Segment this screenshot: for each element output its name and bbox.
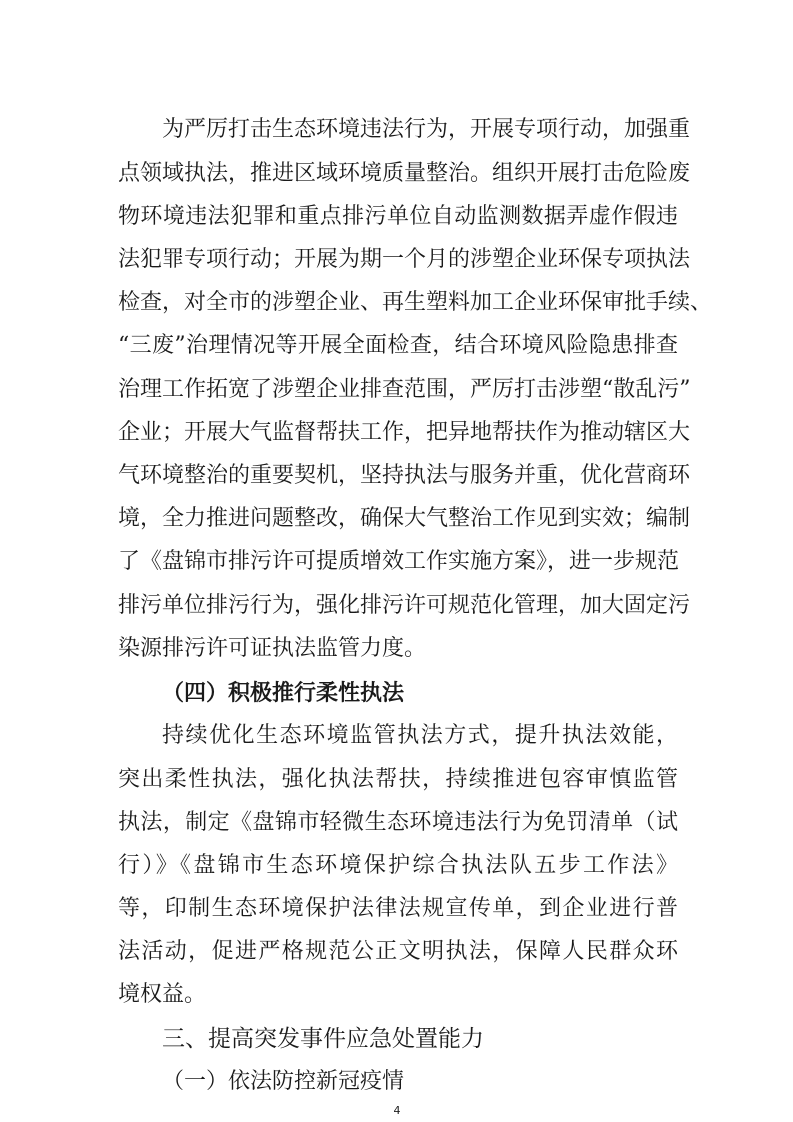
chapter-heading-3: 三、提高突发事件应急处置能力 xyxy=(162,1026,484,1052)
section-heading-3-1: （一）依法防控新冠疫情 xyxy=(162,1069,405,1094)
page-number: 4 xyxy=(393,1104,401,1117)
text-line: 了《盘锦市排污许可提质增效工作实施方案》，进一步规范 xyxy=(118,549,680,574)
text-line: 法犯罪专项行动；开展为期一个月的涉塑企业环保专项执法 xyxy=(118,247,691,272)
text-line: 染源排污许可证执法监管力度。 xyxy=(118,636,427,661)
text-line: 境权益。 xyxy=(118,982,207,1007)
text-line: 境，全力推进问题整改，确保大气整治工作见到实效；编制 xyxy=(118,506,691,531)
text-line: 点领域执法，推进区域环境质量整治。组织开展打击危险废 xyxy=(118,161,691,186)
section-heading-4: （四）积极推行柔性执法 xyxy=(162,680,405,706)
text-line: 法活动，促进严格规范公正文明执法，保障人民群众环 xyxy=(118,939,678,964)
text-line: 治理工作拓宽了涉塑企业排查范围，严厉打击涉塑“散乱污” xyxy=(118,377,691,402)
text-line: 气环境整治的重要契机，坚持执法与服务并重，优化营商环 xyxy=(118,463,691,488)
text-line: 检查，对全市的涉塑企业、再生塑料加工企业环保审批手续、 xyxy=(118,290,713,315)
text-line: 物环境违法犯罪和重点排污单位自动监测数据弄虚作假违 xyxy=(118,204,678,229)
text-line: “三废”治理情况等开展全面检查，结合环境风险隐患排查 xyxy=(118,333,678,358)
text-line: 为严厉打击生态环境违法行为，开展专项行动，加强重 xyxy=(162,117,691,142)
text-line: 行）》《盘锦市生态环境保护综合执法队五步工作法》 xyxy=(118,853,678,878)
text-line: 企业；开展大气监督帮扶工作，把异地帮扶作为推动辖区大 xyxy=(118,420,691,445)
text-line: 等，印制生态环境保护法律法规宣传单，到企业进行普 xyxy=(118,896,678,921)
text-line: 排污单位排污行为，强化排污许可规范化管理，加大固定污 xyxy=(118,593,691,618)
text-line: 持续优化生态环境监管执法方式，提升执法效能， xyxy=(162,723,678,748)
text-line: 执法，制定《盘锦市轻微生态环境违法行为免罚清单（试 xyxy=(118,810,678,835)
text-line: 突出柔性执法，强化执法帮扶，持续推进包容审慎监管 xyxy=(118,767,678,792)
